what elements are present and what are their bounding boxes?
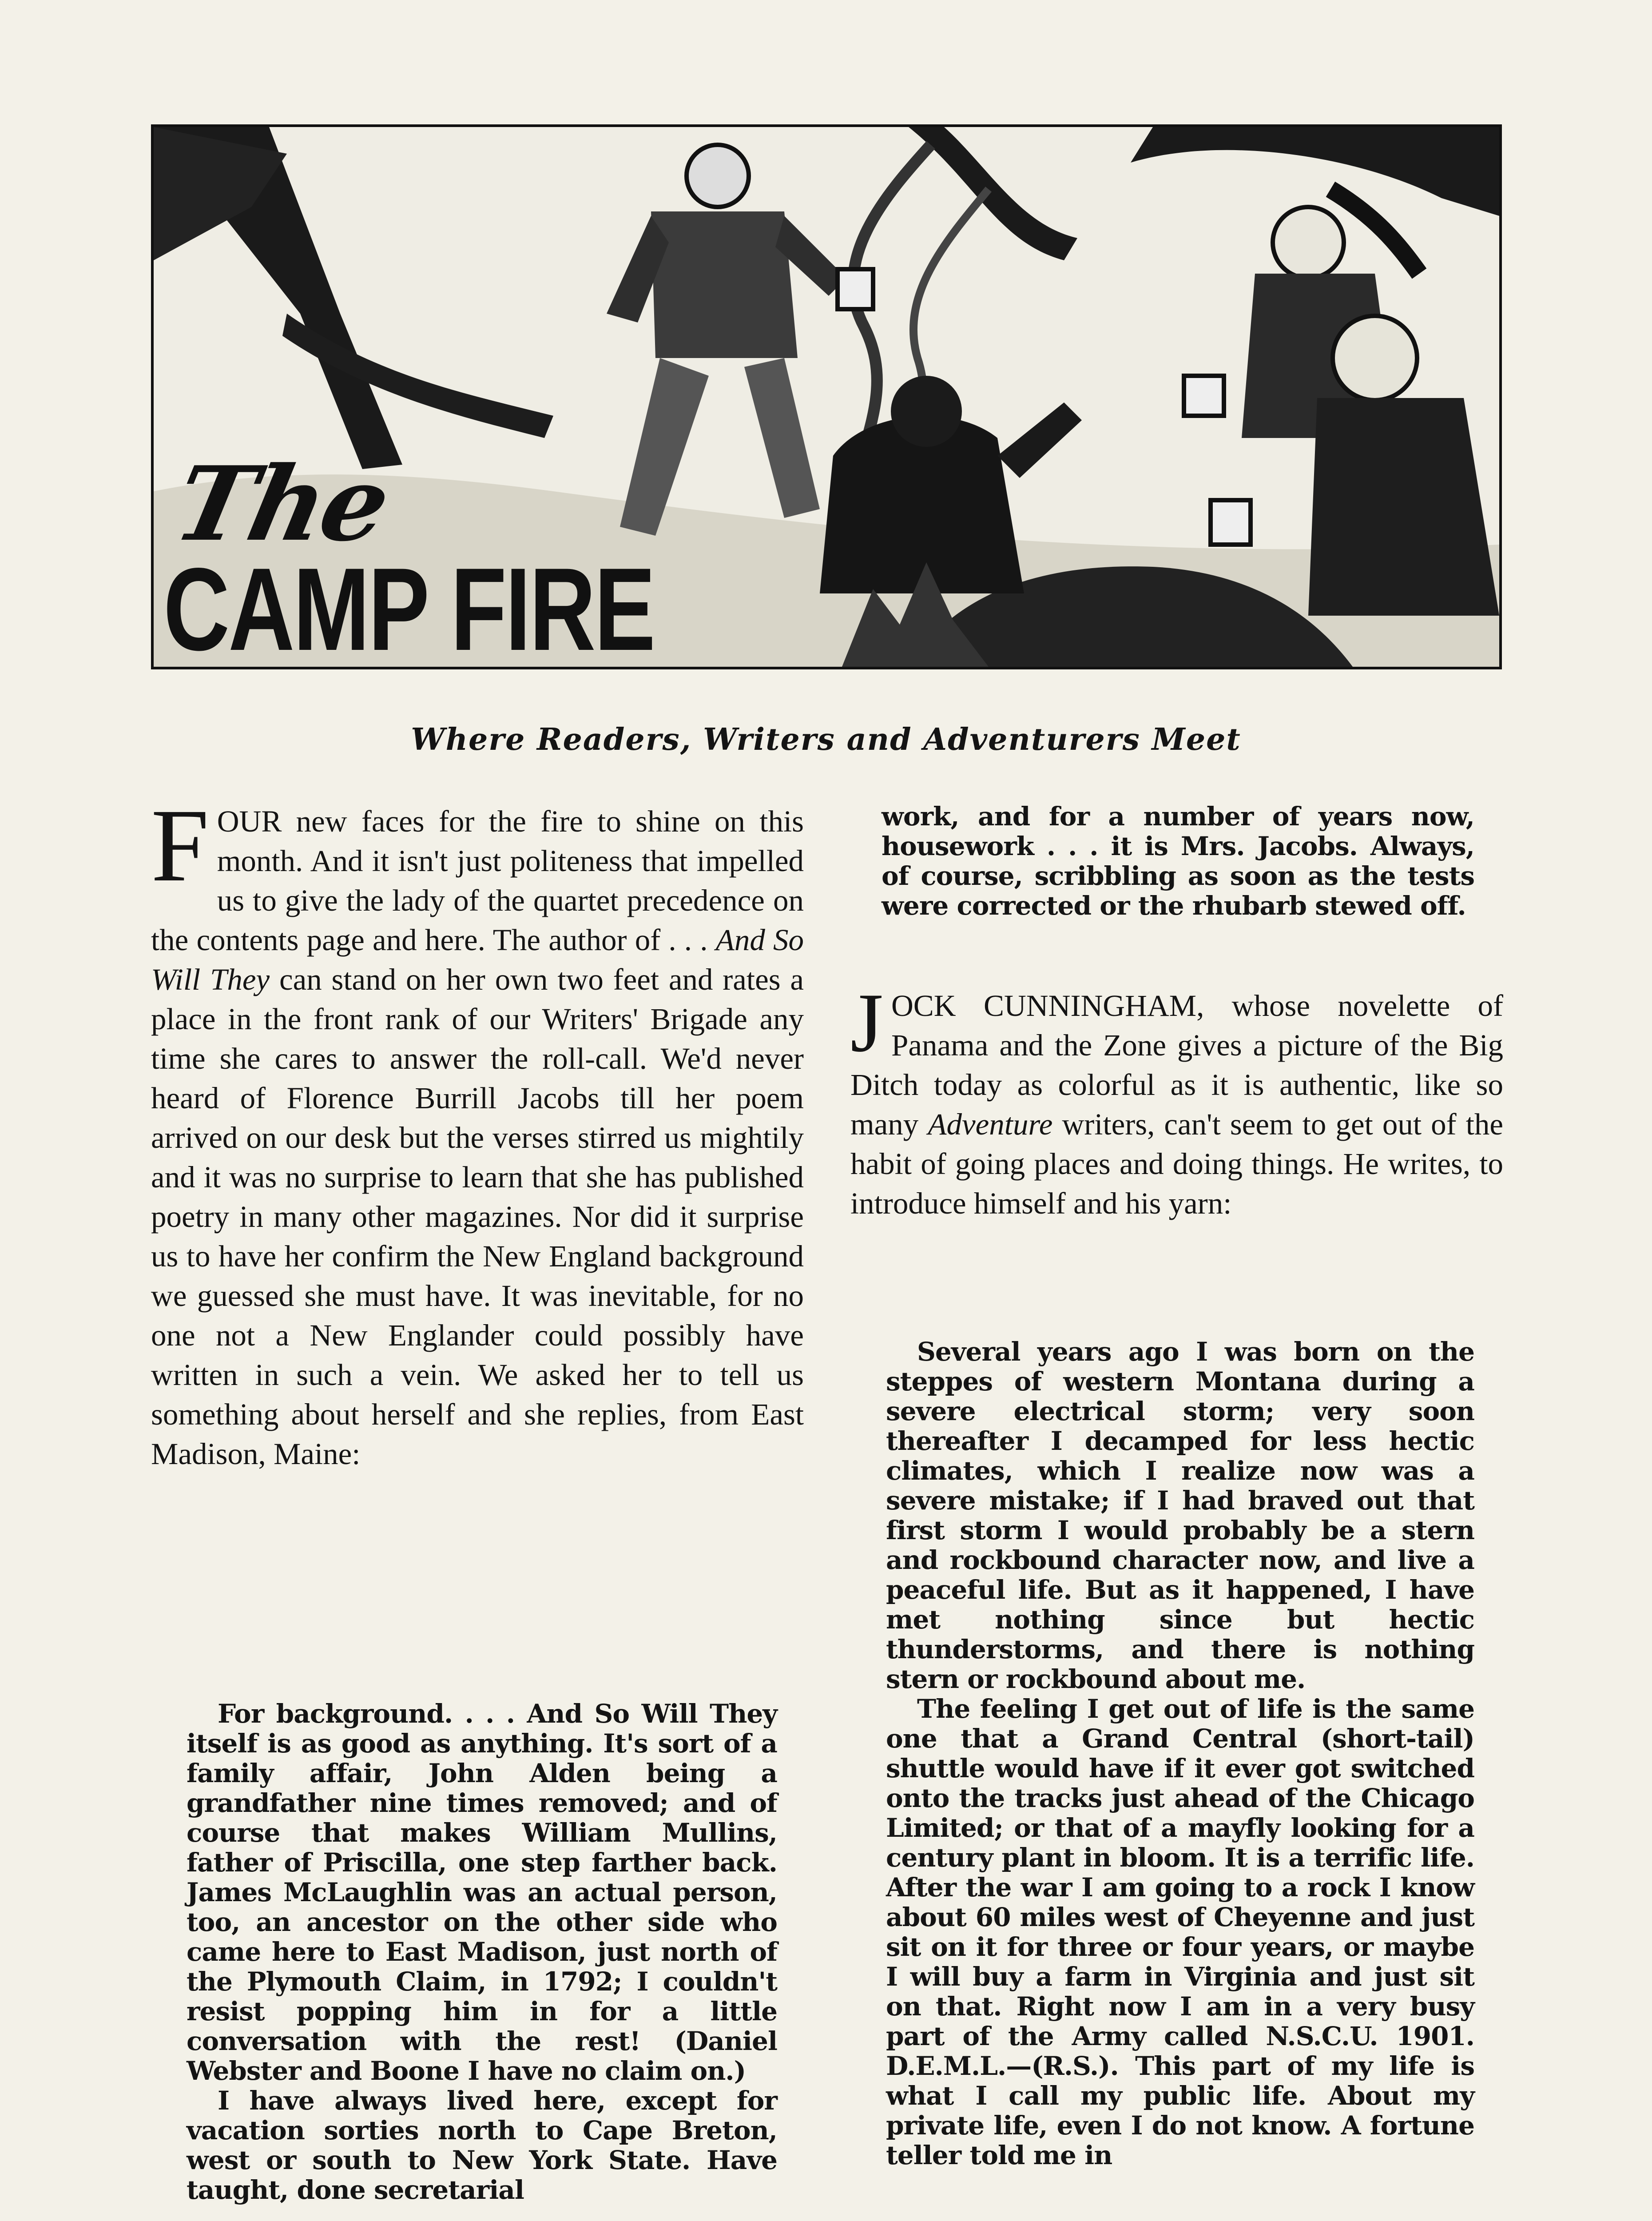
masthead-title: CAMP FIRE: [163, 544, 655, 675]
drop-cap-f: F: [151, 788, 209, 903]
magazine-name: Adventure: [928, 1107, 1053, 1141]
jacobs-letter-continued: [882, 802, 1474, 921]
jacobs-letter-p2: I have always lived here, except for vacation sorties north to Cape Breton, west or south to New York State. Have taught, done secretarial: [187, 2086, 777, 2205]
intro-text-2: can stand on her own two feet and rates a place in the front rank of our Writers' Brigade any time she cares to answer the roll-call. We'd never heard of Florence Burrill Jacobs till her poem arrived on our desk but the verses stirred us mightily and it was no surprise to learn that she has published poetry in many other magazines. Nor did it surprise us to have her confirm the New England background we guessed she must have. It was inevitable, for no one not a New Englander could possibly have written in such a vein. We asked her to tell us something about herself and she replies, from East Madison, Maine:: [151, 963, 804, 1471]
intro-text-1: OUR new faces for the fire to shine on this month. And it isn't just politeness that impelled us to give the lady of the quartet precedence on the contents page and here. The author of . . .: [151, 804, 804, 957]
cunningham-text-1: OCK CUNNINGHAM, whose novelette of Panama and the Zone gives a picture of the Big Ditch today as colorful as it is authentic, like so many: [850, 989, 1503, 1141]
cunningham-paragraph: [850, 976, 1504, 1223]
drop-cap-j: J: [850, 976, 883, 1070]
cunningham-intro: [850, 976, 1504, 1223]
cunningham-text-2: writers, can't seem to get out of the habit of going places and doing things. He writes, to introduce himself and his yarn:: [850, 1107, 1504, 1220]
story-title: And So Will They: [151, 923, 804, 996]
jacobs-letter-p1: For background. . . . And So Will They itself is as good as anything. It's sort of a family affair, John Alden being a grandfather nine times removed; and of course that makes William Mullins, father of Priscilla, one step farther back. James McLaughlin was an actual person, too, an ancestor on the other side who came here to East Madison, just north of the Plymouth Claim, in 1792; I couldn't resist popping him in for a little conversation with the rest! (Daniel Webster and Boone I have no claim on.): [187, 1699, 777, 2086]
intro-paragraph: [151, 788, 804, 1474]
jacobs-letter: [187, 1699, 777, 2205]
cunningham-letter: [886, 1337, 1474, 2170]
section-subtitle: Where Readers, Writers and Adventurers Meet: [411, 722, 1241, 757]
cunningham-letter-p1: Several years ago I was born on the steppes of western Montana during a severe electrical storm; very soon thereafter I decamped for less hectic climates, which I realize now was a severe mistake; if I had braved out that first storm I would probably be a stern and rockbound character now, and live a peaceful life. But as it happened, I have met nothing since but hectic thunderstorms, and there is nothing stern or rockbound about me.: [886, 1337, 1474, 1694]
cunningham-letter-p2: The feeling I get out of life is the same one that a Grand Central (short-tail) shuttle would have if it ever got switched onto the tracks just ahead of the Chicago Limited; or that of a mayfly looking for a century plant in bloom. It is a terrific life. After the war I am going to a rock I know about 60 miles west of Cheyenne and just sit on it for three or four years, or maybe I will buy a farm in Virginia and just sit on that. Right now I am in a very busy part of the Army called N.S.C.U. 1901. D.E.M.L.—(R.S.). This part of my life is what I call my public life. About my private life, even I do not know. A fortune teller told me in: [886, 1694, 1474, 2170]
masthead-the: The: [165, 444, 398, 564]
jacobs-letter-cont: work, and for a number of years now, housework . . . it is Mrs. Jacobs. Always, of course, scribbling as soon as the tests were corrected or the rhubarb stewed off.: [882, 801, 1474, 921]
left-column: [151, 788, 804, 1474]
